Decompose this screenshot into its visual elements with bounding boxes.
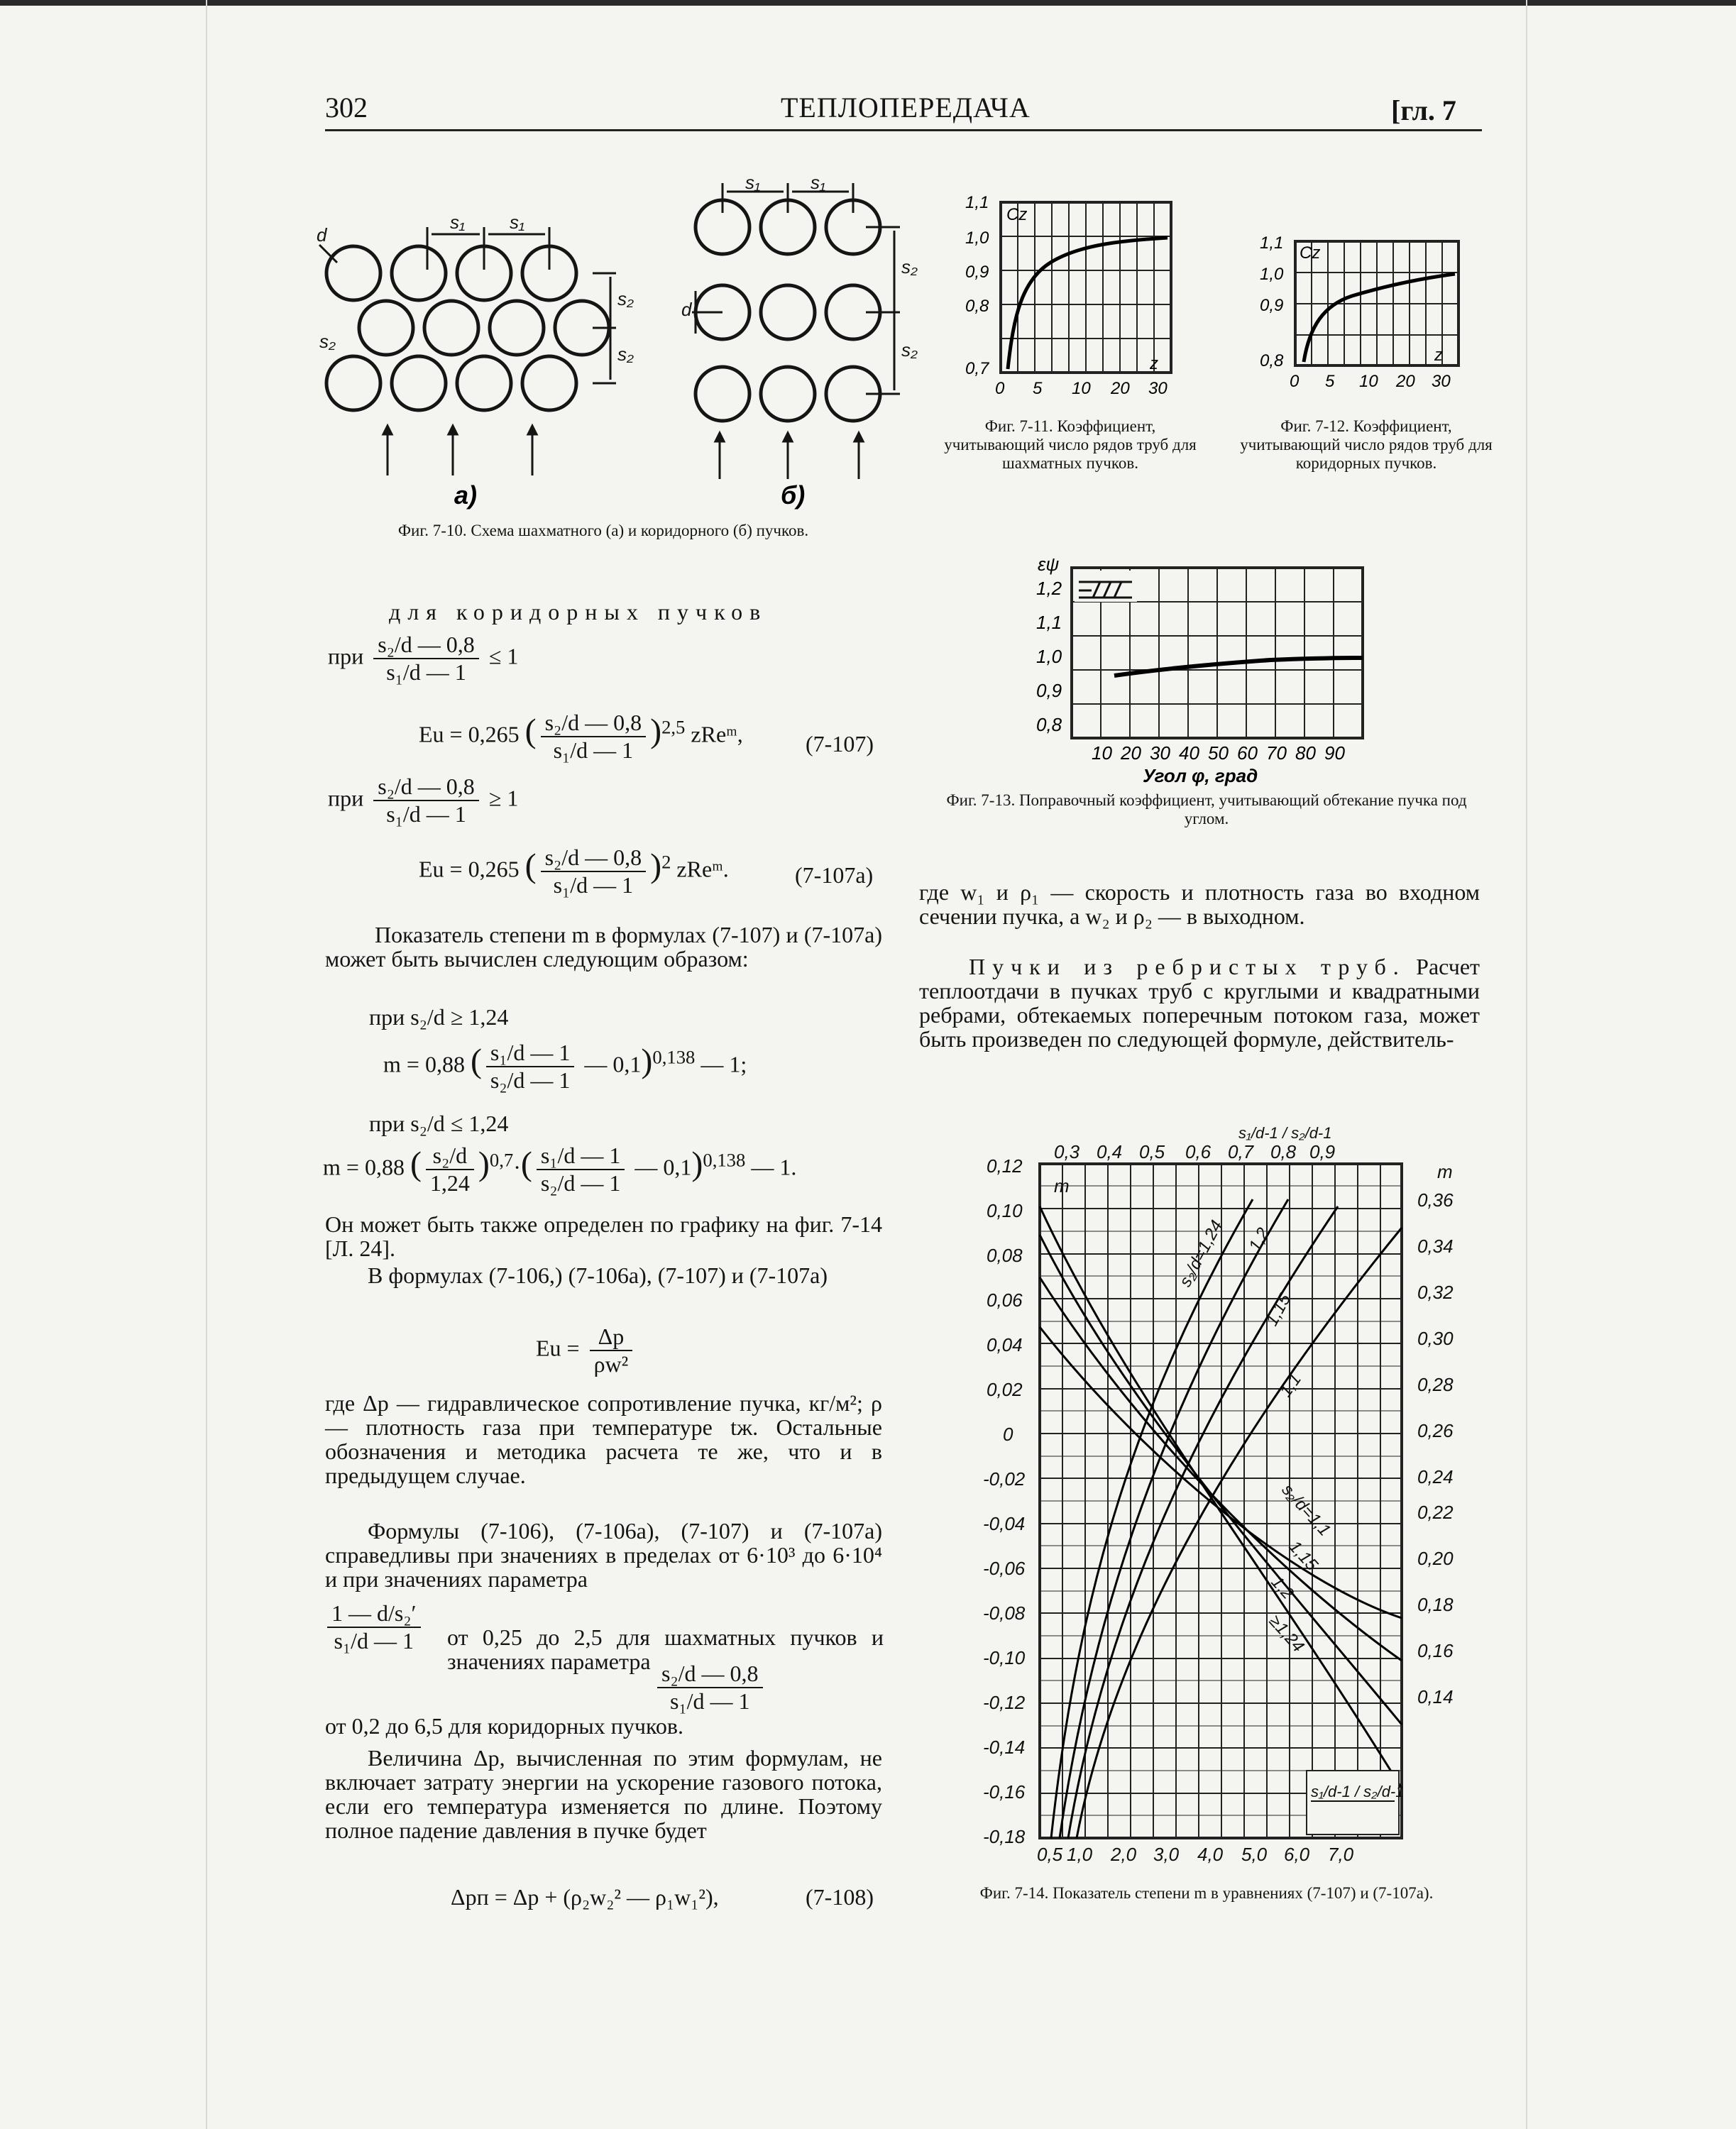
x-tick: 70 bbox=[1266, 742, 1287, 764]
top-tick: 0,8 bbox=[1270, 1141, 1297, 1162]
curve-label: 1,15 bbox=[1262, 1290, 1295, 1329]
y-tick: 1,1 bbox=[1036, 612, 1062, 633]
condition-1: при $\frac{\text{s₂/d — 0,8}}{\text{s₁/d — 1}}$ ≤ 1 bbox=[328, 632, 519, 685]
curve-label: s₂/d=1,24 bbox=[1175, 1217, 1227, 1290]
paragraph-finned: Пучки из ребристых труб. Расчет теплоотдачи в пучках труб с круглыми и квадратными ребрами, обтекаемых поперечным потоком газа, может быть произведен по следующей формуле, действитель- bbox=[919, 954, 1480, 1052]
scan-line bbox=[206, 0, 207, 2129]
curve-s2d-1.2 bbox=[1060, 1199, 1288, 1838]
left-tick: 0,10 bbox=[987, 1200, 1023, 1221]
bottom-tick: 7,0 bbox=[1328, 1844, 1354, 1865]
top-right-label: s₁/d-1 / s₂/d-1 bbox=[1238, 1124, 1332, 1142]
tube-circle bbox=[326, 356, 380, 410]
dim-s1-label: s₁ bbox=[745, 172, 761, 193]
x-tick: 5 bbox=[1033, 379, 1043, 398]
left-tick: 0,04 bbox=[987, 1334, 1023, 1355]
right-tick: 0,32 bbox=[1417, 1282, 1454, 1303]
fig-7-10-diagram bbox=[298, 170, 923, 525]
tube-circle bbox=[326, 246, 380, 300]
fig-7-14-caption: Фиг. 7-14. Показатель степени m в уравнениях (7-107) и (7-107а). bbox=[979, 1884, 1434, 1902]
curve-label: 1,2 bbox=[1267, 1572, 1297, 1603]
tube-circle bbox=[457, 356, 511, 410]
fig-7-11-chart bbox=[951, 188, 1192, 401]
epsilon-curve bbox=[1114, 658, 1363, 676]
heading-corridor: для коридорных пучков bbox=[389, 599, 768, 625]
x-tick: 60 bbox=[1237, 742, 1258, 764]
right-tick: 0,16 bbox=[1417, 1640, 1454, 1661]
eq-number-7-108: (7-108) bbox=[806, 1884, 874, 1910]
curve-label: ≥1,24 bbox=[1265, 1611, 1308, 1656]
y-tick: 1,0 bbox=[1260, 265, 1284, 284]
right-tick: 0,14 bbox=[1417, 1686, 1454, 1707]
top-tick: 0,3 bbox=[1054, 1141, 1080, 1162]
x-tick: 20 bbox=[1121, 742, 1141, 764]
bottom-tick: 0,5 bbox=[1037, 1844, 1063, 1865]
x-tick: 30 bbox=[1148, 379, 1168, 398]
right-tick: 0,28 bbox=[1417, 1374, 1454, 1395]
fig-7-13-caption: Фиг. 7-13. Поправочный коэффициент, учитывающий обтекание пучка под углом. bbox=[946, 791, 1467, 827]
fig-7-12-chart bbox=[1246, 227, 1480, 397]
x-label: z bbox=[1150, 354, 1158, 373]
left-tick: 0,12 bbox=[987, 1155, 1023, 1177]
right-tick: 0,26 bbox=[1417, 1420, 1454, 1441]
left-tick: -0,06 bbox=[983, 1558, 1026, 1579]
y-tick: 0,8 bbox=[1260, 351, 1284, 370]
dim-d-label: d bbox=[317, 224, 327, 246]
cz-curve bbox=[1304, 274, 1455, 362]
condition-s2-ge: при s₂/d ≥ 1,24 bbox=[369, 1004, 509, 1030]
y-tick: 0,8 bbox=[1036, 714, 1062, 735]
paragraph: от 0,25 до 2,5 для шахматных пучков и значениях параметра bbox=[447, 1624, 884, 1674]
bottom-tick: 4,0 bbox=[1197, 1844, 1224, 1865]
tube-circle bbox=[392, 356, 446, 410]
formula-m-1: m = 0,88 ( $\frac{\text{s₁/d — 1}}{\text{s₂/d — 1}}$ — 0,1)$^{0,138}$ — 1; bbox=[383, 1040, 747, 1093]
paragraph: от 0,2 до 6,5 для коридорных пучков. bbox=[325, 1713, 684, 1739]
y-tick: 0,9 bbox=[1036, 680, 1062, 701]
paragraph: Величина Δp, вычисленная по этим формулам, не включает затрату энергии на ускорение газового потока, если его температура изменяется по длине. Поэтому полное падение давления в пучке будет bbox=[325, 1745, 882, 1843]
curve-label: 1,15 bbox=[1285, 1536, 1322, 1575]
paragraph: где w₁ и ρ₁ — скорость и плотность газа во входном сечении пучка, а w₂ и ρ₂ — в выходном. bbox=[919, 879, 1480, 929]
top-tick: 0,7 bbox=[1228, 1141, 1254, 1162]
formula-param-1: $\frac{\text{1 — d/s₂′}}{\text{s₁/d — 1}}$ bbox=[323, 1600, 425, 1654]
right-tick: 0,34 bbox=[1417, 1236, 1454, 1257]
x-tick: 5 bbox=[1325, 372, 1335, 391]
formula-7-108: Δpп = Δp + (ρ₂w₂² — ρ₁w₁²), bbox=[451, 1884, 719, 1910]
fig-7-10-caption: Фиг. 7-10. Схема шахматного (а) и коридорного (б) пучков. bbox=[397, 522, 809, 539]
bottom-tick: 1,0 bbox=[1067, 1844, 1093, 1865]
scan-line bbox=[1526, 0, 1527, 2129]
left-tick: -0,04 bbox=[983, 1513, 1026, 1534]
tube-circle bbox=[392, 246, 446, 300]
left-tick: 0,08 bbox=[987, 1245, 1023, 1266]
tube-circle bbox=[761, 367, 815, 421]
paragraph: Формулы (7-106), (7-106а), (7-107) и (7-107а) справедливы при значениях в пределах от 6·10³ до 6·10⁴ и при значениях параметра bbox=[325, 1518, 882, 1592]
left-tick: 0,02 bbox=[987, 1379, 1023, 1400]
bottom-tick: 3,0 bbox=[1153, 1844, 1180, 1865]
eq-number-7-107: (7-107) bbox=[806, 731, 874, 757]
x-tick: 50 bbox=[1208, 742, 1229, 764]
x-label: Угол φ, град bbox=[1143, 765, 1258, 786]
right-tick: 0,18 bbox=[1417, 1594, 1454, 1615]
y-tick: 0,8 bbox=[965, 297, 989, 316]
curve-label: 1,2 bbox=[1245, 1224, 1273, 1255]
x-tick: 20 bbox=[1111, 379, 1130, 398]
paragraph: Показатель степени m в формулах (7-107) и (7-107а) может быть вычислен следующим образом: bbox=[325, 922, 882, 972]
eq-number-7-107a: (7-107а) bbox=[795, 862, 874, 888]
fig-7-14-chart bbox=[983, 1121, 1494, 1874]
chapter-label: [гл. 7 bbox=[1391, 94, 1456, 126]
x-tick: 10 bbox=[1072, 379, 1091, 398]
tube-circle bbox=[696, 367, 749, 421]
formula-m-2: m = 0,88 ( $\frac{\text{s₂/d}}{1,24}$ )$^{0,7}$·( $\frac{\text{s₁/d — 1}}{\text{s₂/d — 1}}$ — 0,1)$^{0,138}$ — 1. bbox=[323, 1143, 797, 1196]
tube-circle bbox=[359, 301, 413, 355]
page-number: 302 bbox=[325, 92, 368, 123]
x-tick: 30 bbox=[1432, 372, 1451, 391]
curve-s2d-1.1 bbox=[1077, 1228, 1405, 1838]
condition-s2-le: при s₂/d ≤ 1,24 bbox=[369, 1111, 509, 1136]
top-tick: 0,5 bbox=[1139, 1141, 1165, 1162]
left-tick: 0,06 bbox=[987, 1289, 1023, 1311]
dim-s2-label: s₂ bbox=[617, 343, 634, 365]
x-tick: 20 bbox=[1396, 372, 1415, 391]
y-tick: 1,1 bbox=[965, 193, 989, 212]
bottom-tick: 5,0 bbox=[1241, 1844, 1268, 1865]
top-tick: 0,9 bbox=[1309, 1141, 1336, 1162]
left-tick: -0,16 bbox=[983, 1781, 1026, 1803]
right-tick: 0,36 bbox=[1417, 1189, 1454, 1211]
x-tick: 0 bbox=[995, 379, 1005, 398]
top-tick: 0,4 bbox=[1097, 1141, 1123, 1162]
formula-param-2: $\frac{\text{s₂/d — 0,8}}{\text{s₁/d — 1}}$ bbox=[653, 1661, 767, 1715]
curve-label: 1,1 bbox=[1275, 1370, 1306, 1401]
y-label: Cz bbox=[1006, 205, 1028, 224]
y-label: εψ bbox=[1038, 554, 1060, 575]
dim-s2-label: s₂ bbox=[901, 339, 918, 361]
x-tick: 0 bbox=[1290, 372, 1300, 391]
left-tick: -0,10 bbox=[983, 1647, 1026, 1668]
fig-7-13-chart bbox=[1022, 554, 1384, 788]
right-axis-label: m bbox=[1437, 1161, 1453, 1182]
dim-s1-label: s₁ bbox=[510, 211, 525, 233]
scan-top-edge bbox=[0, 0, 1736, 6]
legend-box bbox=[1307, 1771, 1399, 1834]
y-tick: 1,0 bbox=[965, 229, 989, 248]
x-tick: 90 bbox=[1324, 742, 1345, 764]
fig-7-10-label-a: а) bbox=[454, 480, 478, 510]
tube-circle bbox=[424, 301, 478, 355]
top-tick: 0,6 bbox=[1185, 1141, 1212, 1162]
y-label: Cz bbox=[1300, 243, 1321, 263]
running-title: ТЕПЛОПЕРЕДАЧА bbox=[781, 92, 1031, 123]
curve-label: s₂/d=1,1 bbox=[1278, 1480, 1334, 1540]
left-tick: 0 bbox=[1003, 1424, 1013, 1445]
left-tick: -0,08 bbox=[983, 1602, 1026, 1624]
heading-finned-tubes: Пучки из ребристых труб. bbox=[969, 954, 1406, 979]
fig-7-11-caption: Фиг. 7-11. Коэффициент, учитывающий число рядов труб для шахматных пучков. bbox=[944, 417, 1197, 472]
m-label: m bbox=[1054, 1175, 1070, 1196]
left-tick: -0,12 bbox=[983, 1692, 1026, 1713]
formula-7-107a: Eu = 0,265 ( $\frac{\text{s₂/d — 0,8}}{\text{s₁/d — 1}}$ )$^2$ zReᵐ. bbox=[419, 845, 729, 898]
right-tick: 0,24 bbox=[1417, 1466, 1454, 1487]
x-tick: 10 bbox=[1359, 372, 1378, 391]
dim-s2-label: s₂ bbox=[617, 288, 634, 309]
paragraph: Он может быть также определен по графику на фиг. 7-14 [Л. 24]. bbox=[325, 1211, 882, 1261]
cz-curve bbox=[1008, 238, 1168, 369]
y-tick: 0,7 bbox=[965, 359, 989, 378]
y-tick: 1,1 bbox=[1260, 233, 1284, 253]
dim-s1-label: s₁ bbox=[811, 172, 826, 193]
right-tick: 0,20 bbox=[1417, 1548, 1454, 1569]
bottom-tick: 6,0 bbox=[1284, 1844, 1310, 1865]
right-tick: 0,30 bbox=[1417, 1328, 1454, 1349]
dim-s1-label: s₁ bbox=[450, 211, 466, 233]
right-tick: 0,22 bbox=[1417, 1502, 1454, 1523]
formula-eu-def: Eu = $\frac{\Delta p}{\text{ρw²}}$ bbox=[536, 1324, 637, 1377]
y-tick: 1,0 bbox=[1036, 646, 1062, 667]
tube-circle bbox=[490, 301, 544, 355]
tube-circle bbox=[522, 356, 576, 410]
dim-s2-label: s₂ bbox=[319, 331, 336, 352]
curve-s2d-1.24 bbox=[1051, 1199, 1253, 1838]
dim-s2-label: s₂ bbox=[901, 256, 918, 277]
y-tick: 1,2 bbox=[1036, 578, 1062, 599]
paragraph: В формулах (7-106,) (7-106а), (7-107) и (7-107а) bbox=[368, 1262, 828, 1288]
x-label: z bbox=[1434, 346, 1443, 365]
bottom-tick: 2,0 bbox=[1111, 1844, 1137, 1865]
fig-7-10-label-b: б) bbox=[781, 480, 806, 510]
x-tick: 10 bbox=[1092, 742, 1112, 764]
y-tick: 0,9 bbox=[1260, 296, 1284, 315]
x-tick: 80 bbox=[1295, 742, 1316, 764]
tube-circle bbox=[761, 285, 815, 339]
fig-7-12-caption: Фиг. 7-12. Коэффициент, учитывающий число рядов труб для коридорных пучков. bbox=[1240, 417, 1493, 472]
left-tick: -0,14 bbox=[983, 1737, 1026, 1758]
legend-label: s₁/d-1 / s₂/d-1 bbox=[1311, 1783, 1405, 1800]
left-tick: -0,18 bbox=[983, 1826, 1026, 1847]
header-rule bbox=[325, 129, 1482, 131]
x-tick: 40 bbox=[1179, 742, 1199, 764]
condition-2: при $\frac{\text{s₂/d — 0,8}}{\text{s₁/d — 1}}$ ≥ 1 bbox=[328, 774, 519, 827]
formula-7-107: Eu = 0,265 ( $\frac{\text{s₂/d — 0,8}}{\text{s₁/d — 1}}$ )$^{2,5}$ zReᵐ, bbox=[419, 710, 743, 763]
paragraph: где Δp — гидравлическое сопротивление пучка, кг/м²; ρ — плотность газа при температуре tж. Остальные обозначения и методика расчета те же, что и в предыдущем случае. bbox=[325, 1390, 882, 1488]
left-tick: -0,02 bbox=[983, 1468, 1026, 1490]
y-tick: 0,9 bbox=[965, 263, 989, 282]
dim-d-label: d bbox=[681, 299, 692, 320]
x-tick: 30 bbox=[1150, 742, 1170, 764]
